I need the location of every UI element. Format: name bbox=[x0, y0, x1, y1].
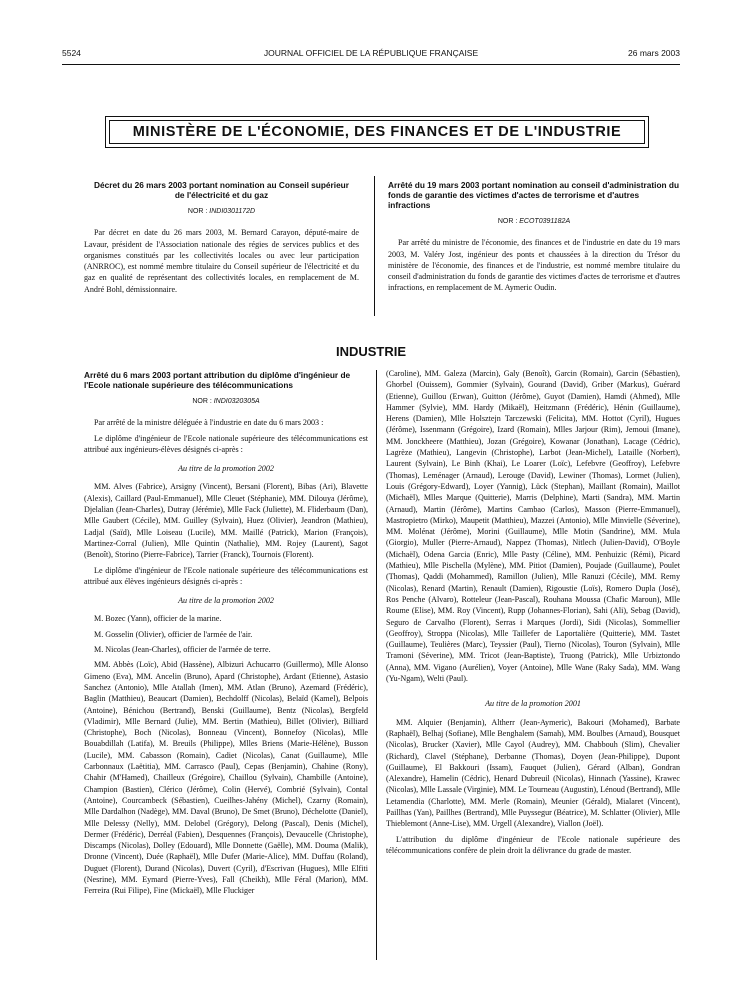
graduate-list-2001: MM. Alquier (Benjamin), Altherr (Jean-Aymeric), Bakouri (Mohamed), Barbate (Raphaël), Belhaj (Sofiane), Mlle Benghalem (Samah), MM. Boulbes (Arnaud), Bousquet (Nicolas), Brucker (Xavier), Mlle Cayol (Audrey), MM. Chabbouh (Slim), Chevalier (Richard), Clavel (Stéphane), Derbanne (Thomas), Doyen (Jean-Philippe), Dupont (Guillaume), El Bakkouri (Issam), Fauquet (Julien), Gérard (Alban), Gondran (Alexandre), Hamelin (Cédric), Henard Dubreuil (Nicolas), Hinnach (Yassine), Krawec (Nicolas), Mlle Lassale (Virginie), MM. Le Tourneau (Augustin), Lénoud (Bertrand), Mlle Letamendia (Charlotte), MM. Merle (Romain), Meunier (Gérald), Mialaret (Vincent), Paillhas (Yan), Paillhes (Bertrand), Mlle Puyssegur (Béatrice), M. Schlatter (Olivier), Mlle Thieblemont (Anne-Lise), MM. Urgell (Alexandre), Viallon (Joël). bbox=[386, 717, 680, 829]
arrete-paragraph-1: Le diplôme d'ingénieur de l'Ecole nationale supérieure des télécommunications est attribué aux ingénieurs-élèves désignés ci-après : bbox=[84, 433, 368, 454]
page-number: 5524 bbox=[62, 48, 81, 58]
promotion-heading: Au titre de la promotion 2001 bbox=[485, 699, 581, 709]
officer-entry: M. Gosselin (Olivier), officier de l'armée de l'air. bbox=[94, 629, 253, 639]
graduate-list-continued: (Caroline), MM. Galeza (Marcin), Galy (Benoît), Garcin (Romain), Garcin (Sébastien), Ghorbel (Ouissem), Gommier (Sylvain), Gourand (David), Griber (Markus), Guérard (Etienne), Guillou (Erwan), Guitton (Jérôme), Guyot (Damien), Hamdi (Ahmed), Mlle Hammer (Sylvie), MM. Hardy (Mikaël), Heitzmann (Frédéric), Hénin (Guillaume), Herens (Damien), Mlle Holsztejn Tarczewski (Felicita), MM. Hottot (Cyril), Hugues (Jérôme), Issenmann (Grégoire), Izard (Romain), Mlles Jarjour (Rim), Jemoui (Imane), MM. Jonckheere (Matthieu), Jozan (Grégoire), Kowanar (Jonathan), Lacage (Cédric), Lagrèze (Mathieu), Langevin (Christophe), Larbot (Jean-Michel), Lataille (Norbert), Laurent (Sylvain), Le Binh (Khai), Le Loarer (Loïc), Lefebvre (Geoffroy), Lefebvre (Thomas), Leménager (Arnaud), Lerouge (David), Lewiner (Thomas), Lormet (Julien), Louis (Grégory-Edward), Loyer (Yannig), Lück (Stephan), Maillant (Romain), Maillot (Michaël), Mlles Marque (Quitterie), Marris (Delphine), Marti (Sandra), MM. Martin (Arnaud), Martin (Jérôme), Martins Cambao (Carlos), Masson (Pierre-Emmanuel), Mastropietro (Mirko), Maupetit (Matthieu), Mazzei (Antonio), Mlle Minvielle (Séverine), MM. Molénat (Jérôme), Morini (Guillaume), Mlle Motin (Sandrine), MM. Mula (Giorgio), Muller (Pierre-Arnaud), Nappez (Thomas), Nitlech (Julien-David), O'Boyle (Michaël), Odena Garcia (Enric), Mlle Pasty (Céline), MM. Penhuizic (Rémi), Picard (Mathieu), Mlle Pischella (Mylène), MM. Pitiot (Damien), Poujade (Guillaume), Poulet (Thomas), Qaddi (Mohammed), Ramillon (Julien), Mlle Ranuzi (Cécile), MM. Remy (Nicolas), Renard (Martin), Renault (Damien), Rigoustie (Loïs), Romero Dupla (José), Ros Penche (Alvaro), Rotteleur (Jean-Pascal), Rouhana Moussa (Chafic Maroun), Mlle Roume (Elise), MM. Roy (Vincent), Rupp (Johannes-Florian), Sahi (Ali), Sebag (David), Seguro de Carvalho (Florent), Serras i Marques (Jordi), Sidi (Nicolas), Sommellier (Geoffroy), Stroppa (Nicolas), Mlle Taillefer de Laportalière (Quitterie), MM. Tastet (Guillaume), Teulières (Marc), Teyssier (Paul), Tierno (Nicolas), Touron (Sylvain), Mlle Tramoni (Séverine), MM. Tricot (Jean-Baptiste), Truong (Patrick), Mlle Urbiztondo (Anna), MM. Vigano (Aurélien), Voyer (Antoine), Mlle Wane (Raky Sada), MM. Wang (Yu-Ngam), Welti (Paul). bbox=[386, 369, 680, 684]
decree-terrorism-fund bbox=[388, 180, 680, 298]
decree-body: Par décret en date du 26 mars 2003, M. Bernard Carayon, député-maire de Lavaur, président de l'Association nationale des régies de services publics et des organismes constitués par les collectivités locales ou avec leur participation (ANRROC), est nommé membre titulaire du Conseil supérieur de l'électricité et du gaz en qualité de représentant des collectivités locales, en remplacement de M. André Bohl, démissionnaire. bbox=[84, 228, 359, 294]
decree-nor: NOR : ECOT0391182A bbox=[497, 218, 571, 225]
officer-list bbox=[84, 613, 368, 655]
journal-title: JOURNAL OFFICIEL DE LA RÉPUBLIQUE FRANÇAISE bbox=[263, 48, 479, 58]
arrete-title: Arrêté du 6 mars 2003 portant attribution du diplôme d'ingénieur de l'Ecole nationale supérieure des télécommunications bbox=[84, 370, 351, 390]
promotion-heading: Au titre de la promotion 2002 bbox=[178, 464, 274, 474]
closing-paragraph: L'attribution du diplôme d'ingénieur de l'Ecole nationale supérieure des télécommunications confère de plein droit la délivrance du grade de master. bbox=[386, 834, 680, 855]
arrete-nor: NOR : INDI0320305A bbox=[192, 398, 260, 405]
arrete-paragraph-2: Le diplôme d'ingénieur de l'Ecole nationale supérieure des télécommunications est attribué aux élèves ingénieurs désignés ci-après : bbox=[84, 565, 368, 586]
officer-entry: M. Nicolas (Jean-Charles), officier de l'armée de terre. bbox=[94, 645, 271, 655]
decree-title: Décret du 26 mars 2003 portant nomination au Conseil supérieur de l'électricité et du gaz bbox=[94, 180, 349, 200]
officer-entry: M. Bozec (Yann), officier de la marine. bbox=[94, 614, 222, 624]
promotion-heading: Au titre de la promotion 2002 bbox=[178, 596, 274, 606]
header-rule bbox=[62, 64, 680, 65]
decree-title: Arrêté du 19 mars 2003 portant nomination au conseil d'administration du fonds de garantie des victimes d'actes de terrorisme et d'autres infractions bbox=[388, 180, 680, 210]
column-divider-top bbox=[374, 176, 375, 316]
decree-nor: NOR : INDI0301172D bbox=[187, 208, 256, 215]
arrete-right-column bbox=[386, 368, 680, 860]
running-header bbox=[62, 48, 680, 62]
decree-body: Par arrêté du ministre de l'économie, des finances et de l'industrie en date du 19 mars 2003, M. Valéry Jost, ingénieur des ponts et chaussées à la direction du Trésor du ministère de l'économie, des finances et de l'industrie, est nommé membre titulaire du conseil d'administration du fonds de garantie des victimes d'actes de terrorisme et d'autres infractions, en remplacement de M. Aymeric Oudin. bbox=[388, 238, 680, 293]
ministry-box bbox=[105, 116, 649, 148]
ministry-title: MINISTÈRE DE L'ÉCONOMIE, DES FINANCES ET DE L'INDUSTRIE bbox=[132, 124, 622, 140]
graduate-list-eleves: MM. Abbès (Loïc), Abid (Hassène), Albizuri Achucarro (Guillermo), Mlle Alonso Gimeno (Eva), MM. Ancelin (Bruno), Apard (Christophe), Ardant (Etienne), Astasio Sanchez (Antonio), Mlle Atallah (Imen), MM. Atlan (Bruno), Azemard (Frédéric), Baglin (Matthieu), Beaucart (Damien), Bechdolff (Nicolas), Belaïd (Kamel), Belpois (Antoine), Bénichou (Bertrand), Benski (Guillaume), Bentz (Nicolas), Bergfeld (Vladimir), Mlle Bernard (Julie), MM. Bertin (Mathieu), Billet (Olivier), Billiard (Christophe), Boch (Nicolas), Bonneau (Vincent), Bonnefoy (Nicolas), Mlle Bouabdillah (Latifa), M. Breuils (Philippe), Mlles Briens (Marie-Hélène), Busson (Lucile), MM. Cabasson (Romain), Cadiet (Nicolas), Canat (Guillaume), Mlle Carbonnaux (Laëtitia), MM. Carrasco (Paul), Cepas (Benjamin), Chahine (Rony), Chahir (M'Hamed), Chailleux (Grégoire), Chaillou (Sylvain), Chambille (Antoine), Champion (Bastien), Clérico (Jérôme), Colin (Hervé), Combrié (Sylvain), Contal (Antoine), Courcambeck (Sébastien), Cueilhes-Jahény (Michel), Czarny (Romain), Mlle Dardalhon (Nadège), MM. Daval (Bruno), De Smet (Bruno), Déchelotte (Daniel), Mlle Delessy (Nelly), MM. Delobel (Grégory), Delong (Pascal), Denis (Michel), Dermer (Frédéric), Derréal (Fabien), Desquennes (François), Devaucelle (Christophe), Discamps (Nicolas), Dolley (Edouard), Mlle Donnette (Gaëlle), MM. Douma (Malik), Dronne (Vincent), Duée (Raphaël), Mlle Dufer (Marie-Alice), MM. Duffau (Roland), Duguet (Florent), Durand (Nicolas), Duvert (Cyril), d'Escrivan (Hugues), Mlle Elfiti (Nesrine), MM. Eymard (Pierre-Yves), Fall (Cheikh), Mlle Féral (Marion), MM. Ferreira (Rui Filipe), Fine (Mickaël), Mlle Fluckiger bbox=[84, 660, 368, 896]
issue-date: 26 mars 2003 bbox=[628, 48, 680, 58]
arrete-intro: Par arrêté de la ministre déléguée à l'industrie en date du 6 mars 2003 : bbox=[94, 418, 324, 428]
decree-electricity bbox=[84, 180, 359, 299]
arrete-left-column bbox=[84, 370, 368, 901]
column-divider-bottom bbox=[376, 370, 377, 960]
section-title: INDUSTRIE bbox=[335, 344, 407, 359]
graduate-list-ingenieurs: MM. Alves (Fabrice), Arsigny (Vincent), Bersani (Florent), Bibas (Ari), Blavette (Alexis), Caillard (Paul-Emmanuel), Mlle Cleuet (Stéphanie), MM. Dilouya (Jérôme), Djelalian (Jean-Charles), Dutray (Jérémie), Mlle Fack (Juliette), M. Fliderbaum (Dan), Mlle Gaubert (Cécile), MM. Guilley (Sylvain), Huez (Olivier), Jeandron (Mathieu), Ladjal (Saïd), Mlle Loiseau (Lucile), MM. Maillé (Patrick), Marion (François), Martinez-Corral (Julien), Mlle Quintin (Nathalie), MM. Rojey (Laurent), Sagot (Benoît), Storino (Pierre-Fabrice), Tarrier (Franck), Tournois (Florent). bbox=[84, 482, 368, 560]
